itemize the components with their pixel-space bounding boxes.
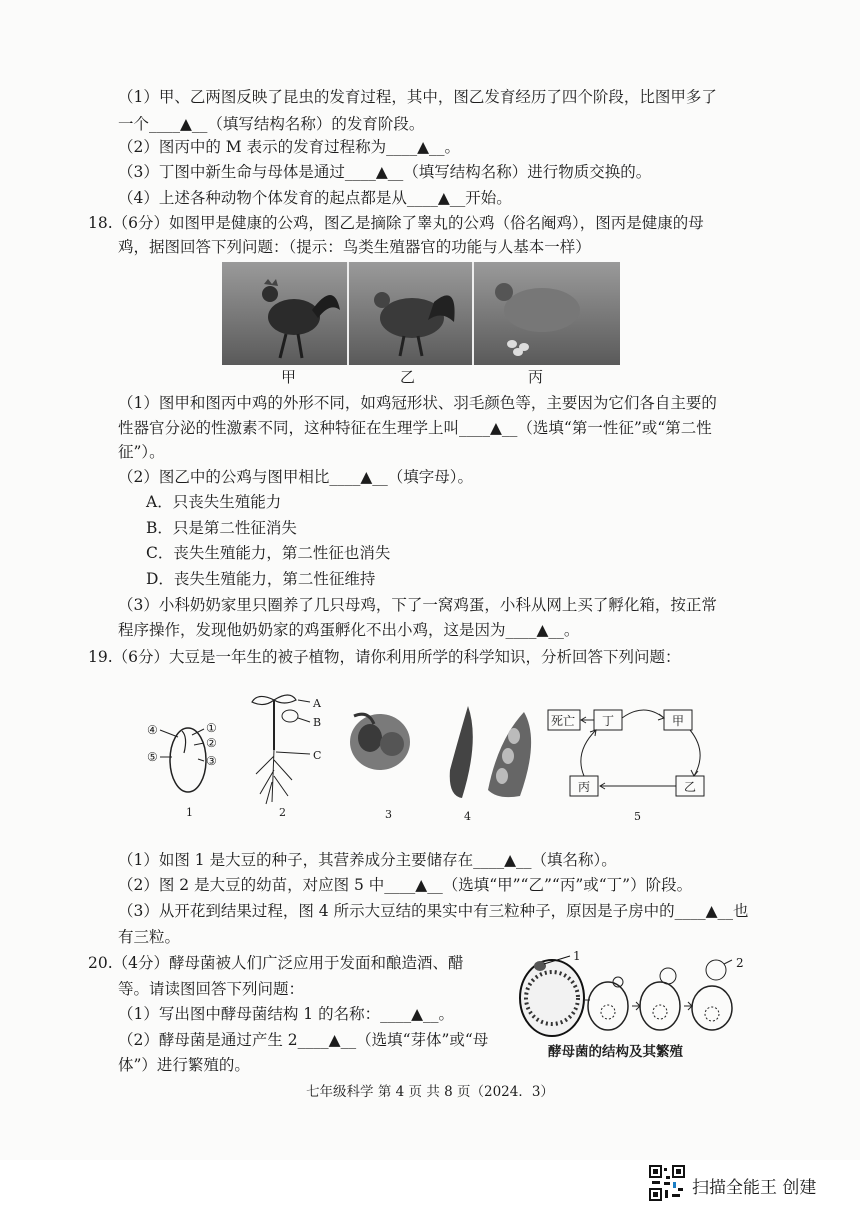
page-footer: 七年级科学 第 4 页 共 8 页（2024．3） — [306, 1084, 554, 1100]
q18-stem-2: 鸡，据图回答下列问题：（提示：鸟类生殖器官的功能与人基本一样） — [118, 238, 591, 256]
q20-stem-1: 20.（4分）酵母菌被人们广泛应用于发面和酿造酒、醋 — [88, 954, 464, 972]
q19-sub3-line-1: （3）从开花到结果过程，图 4 所示大豆结的果实中有三粒种子，原因是子房中的____▲__也 — [118, 902, 749, 920]
qr-code-icon — [648, 1164, 686, 1202]
q18-option-d: D．丧失生殖能力，第二性征维持 — [146, 570, 376, 588]
caption-yi: 乙 — [400, 368, 416, 386]
soybean-seedling-diagram — [244, 690, 324, 810]
q17-line-3: （2）图丙中的 M 表示的发育过程称为____▲__。 — [118, 138, 461, 156]
q18-stem-1: 18.（6分）如图甲是健康的公鸡，图乙是摘除了睾丸的公鸡（俗名阉鸡），图丙是健康的母 — [88, 214, 704, 232]
q18-sub3-line-2: 程序操作，发现他奶奶家的鸡蛋孵化不出小鸡，这是因为____▲__。 — [118, 621, 580, 639]
seed-label-4: ④ — [147, 723, 158, 737]
q19-sub2: （2）图 2 是大豆的幼苗，对应图 5 中____▲__（选填“甲”“乙”“丙”或“丁”）阶段。 — [118, 876, 693, 894]
q20-sub1: （1）写出图中酵母菌结构 1 的名称：____▲__。 — [118, 1005, 454, 1023]
q19-sub1: （1）如图 1 是大豆的种子，其营养成分主要储存在____▲__（填名称）。 — [118, 851, 617, 869]
soybean-flower-photo — [340, 700, 420, 780]
seedling-label-b: B — [313, 716, 322, 729]
scanner-brand-text: 扫描全能王 创建 — [692, 1178, 817, 1198]
caption-bing: 丙 — [528, 368, 544, 386]
q18-option-c: C．丧失生殖能力，第二性征也消失 — [146, 544, 391, 562]
q20-stem-2: 等。请读图回答下列问题： — [118, 980, 305, 998]
seed-label-5: ⑤ — [147, 750, 158, 764]
seed-label-1: ① — [206, 721, 217, 735]
q19-stem: 19.（6分）大豆是一年生的被子植物，请你利用所学的科学知识，分析回答下列问题： — [88, 648, 681, 666]
seedling-label-c: C — [313, 749, 322, 762]
q19-sub3-line-2: 有三粒。 — [118, 928, 181, 946]
q17-line-2: 一个____▲__（填写结构名称）的发育阶段。 — [118, 115, 425, 133]
seed-label-2: ② — [206, 736, 217, 750]
fig-number-2: 2 — [279, 806, 286, 819]
soybean-pod-photo — [428, 700, 548, 805]
yeast-label-1: 1 — [573, 949, 581, 963]
yeast-structure-diagram — [512, 950, 742, 1040]
q18-option-a: A．只丧失生殖能力 — [146, 493, 282, 511]
yeast-figure-caption: 酵母菌的结构及其繁殖 — [548, 1044, 683, 1060]
cycle-death: 死亡 — [551, 714, 576, 728]
fig-number-5: 5 — [634, 810, 641, 823]
q17-line-4: （3）丁图中新生命与母体是通过____▲__（填写结构名称）进行物质交换的。 — [118, 163, 652, 181]
q20-sub2-line-2: 体”）进行繁殖的。 — [118, 1056, 250, 1074]
q17-line-5: （4）上述各种动物个体发育的起点都是从____▲__开始。 — [118, 189, 512, 207]
q20-sub2-line-1: （2）酵母菌是通过产生 2____▲__（选填“芽体”或“母 — [118, 1031, 489, 1049]
seedling-label-a: A — [313, 697, 321, 710]
fig-number-4: 4 — [464, 810, 471, 823]
cycle-bing: 丙 — [578, 780, 591, 794]
q18-sub3-line-1: （3）小科奶奶家里只圈养了几只母鸡，下了一窝鸡蛋，小科从网上买了孵化箱，按正常 — [118, 596, 717, 614]
q18-sub1-line-1: （1）图甲和图丙中鸡的外形不同，如鸡冠形状、羽毛颜色等，主要因为它们各自主要的 — [118, 394, 717, 412]
cycle-jia: 甲 — [672, 714, 685, 728]
cycle-ding: 丁 — [602, 714, 615, 728]
q18-sub2: （2）图乙中的公鸡与图甲相比____▲__（填字母）。 — [118, 468, 474, 486]
yeast-label-2: 2 — [736, 956, 744, 970]
q18-sub1-line-3: 征”）。 — [118, 443, 165, 461]
cycle-yi: 乙 — [684, 780, 697, 794]
caption-jia: 甲 — [281, 368, 297, 386]
fig-number-3: 3 — [385, 808, 392, 821]
q18-option-b: B．只是第二性征消失 — [146, 519, 297, 537]
chicken-photo-strip — [222, 262, 620, 365]
q18-sub1-line-2: 性器官分泌的性激素不同，这种特征在生理学上叫____▲__（选填“第一性征”或“第二性 — [118, 419, 712, 437]
fig-number-1: 1 — [186, 806, 193, 819]
seed-label-3: ③ — [206, 754, 217, 768]
q17-line-1: （1）甲、乙两图反映了昆虫的发育过程，其中，图乙发育经历了四个阶段，比图甲多了 — [118, 88, 717, 106]
